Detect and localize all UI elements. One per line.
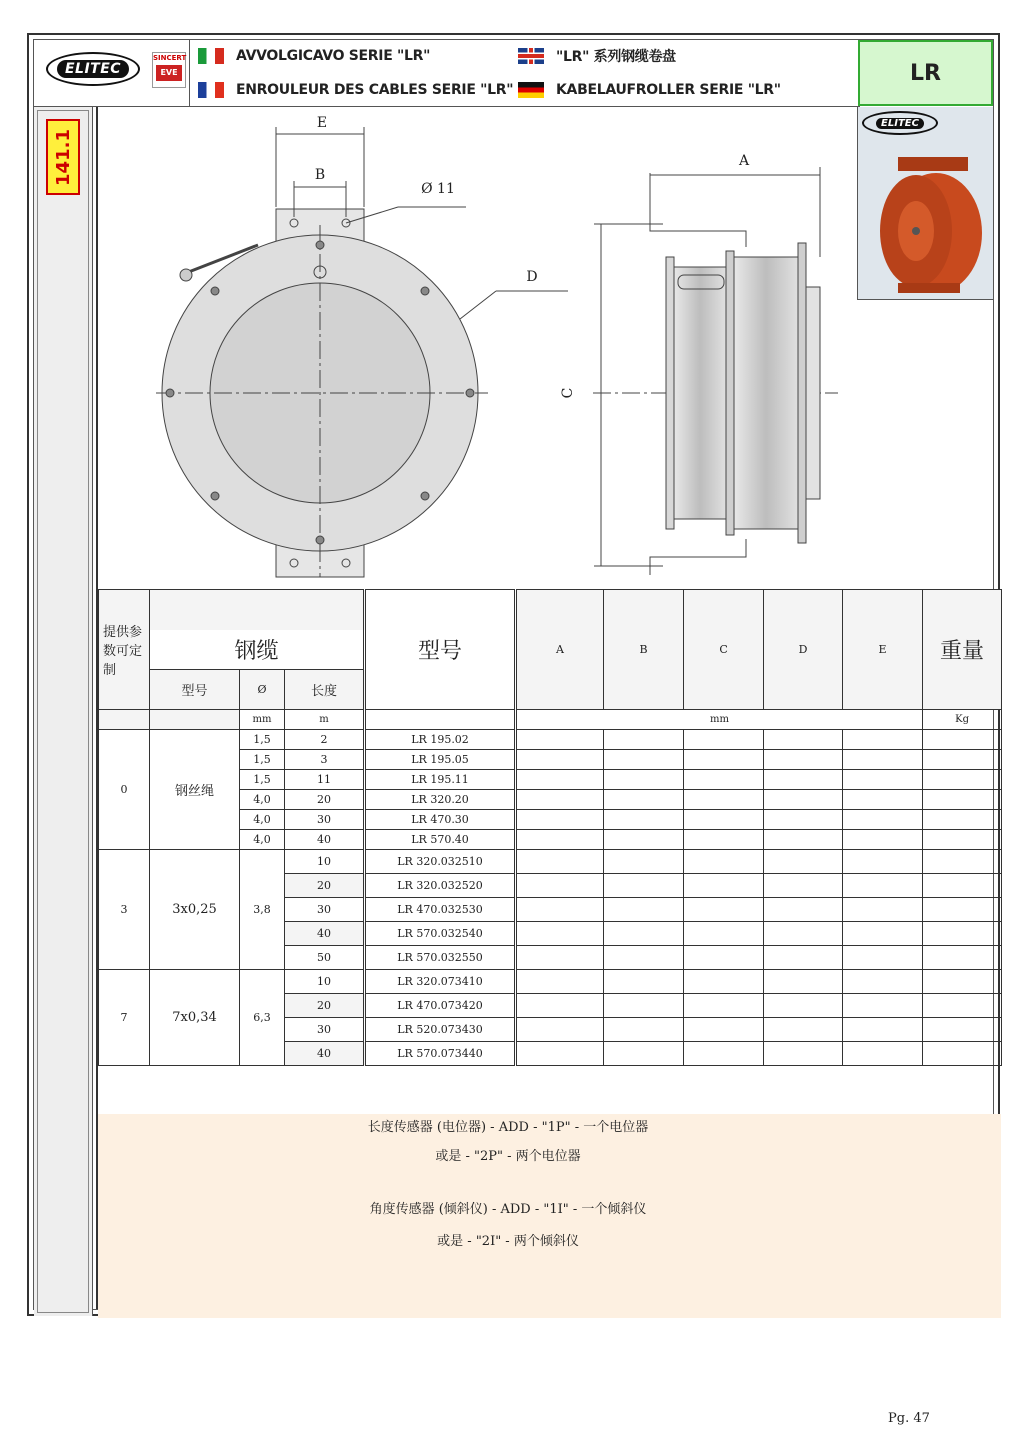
uk-flag-icon xyxy=(518,48,544,64)
model-code: LR 320.20 xyxy=(365,790,516,810)
model-code: LR 195.05 xyxy=(365,750,516,770)
model-table xyxy=(98,589,1002,1066)
col-c: C xyxy=(684,590,764,710)
dim-label-c: C xyxy=(560,387,576,399)
cable-length: 10 xyxy=(285,970,365,994)
col-e: E xyxy=(843,590,923,710)
cable-length: 40 xyxy=(285,830,365,850)
technical-drawing xyxy=(98,107,866,589)
model-code: LR 195.11 xyxy=(365,770,516,790)
cable-length: 20 xyxy=(285,790,365,810)
cable-length: 10 xyxy=(285,850,365,874)
dim-label-d: D xyxy=(526,269,538,285)
cable-length: 30 xyxy=(285,810,365,830)
cable-diameter: 3,8 xyxy=(240,850,285,970)
model-code: LR 320.032520 xyxy=(365,874,516,898)
note-angle-sensor: 角度传感器 (倾斜仪) - ADD - "1I" - 一个倾斜仪 xyxy=(369,1202,647,1217)
cable-diameter: 4,0 xyxy=(240,810,285,830)
photo-elitec-logo: ELITEC xyxy=(862,111,938,135)
page-frame xyxy=(27,33,1000,1316)
model-code: LR 470.073420 xyxy=(365,994,516,1018)
group-code: 3 xyxy=(99,850,150,970)
cable-length: 50 xyxy=(285,946,365,970)
title-french: ENROULEUR DES CABLES SERIE "LR" xyxy=(198,74,513,106)
dim-label-a: A xyxy=(738,153,750,169)
france-flag-icon xyxy=(198,82,224,98)
model-code: LR 320.032510 xyxy=(365,850,516,874)
unit-kg: Kg xyxy=(923,710,1002,730)
cable-type: 钢丝绳 xyxy=(150,730,240,850)
title-german: KABELAUFROLLER SERIE "LR" xyxy=(518,74,781,106)
page-code-badge: 141.1 xyxy=(46,119,80,195)
table-row xyxy=(99,970,1002,994)
page-number: Pg. 47 xyxy=(888,1411,930,1426)
note-length-sensor-alt: 或是 - "2P" - 两个电位器 xyxy=(435,1149,581,1164)
title-chinese: "LR" 系列钢缆卷盘 xyxy=(518,40,676,72)
product-photo xyxy=(857,107,993,300)
cable-length: 30 xyxy=(285,898,365,922)
italy-flag-icon xyxy=(198,48,224,64)
cable-reel-image xyxy=(858,107,993,299)
dim-label-hole: Ø 11 xyxy=(421,181,455,197)
unit-mm: mm xyxy=(240,710,285,730)
cable-length: 2 xyxy=(285,730,365,750)
title-italian: AVVOLGICAVO SERIE "LR" xyxy=(198,40,430,72)
group-code: 7 xyxy=(99,970,150,1066)
model-code: LR 570.032550 xyxy=(365,946,516,970)
cable-type: 7x0,34 xyxy=(150,970,240,1066)
options-notes xyxy=(98,1114,1001,1318)
dim-label-b: B xyxy=(314,167,326,183)
cable-diameter: 1,5 xyxy=(240,730,285,750)
germany-flag-icon xyxy=(518,82,544,98)
certification-logo: SINCERT EVE xyxy=(152,52,186,88)
table-row xyxy=(99,730,1002,750)
cable-diameter: 1,5 xyxy=(240,750,285,770)
col-type: 型号 xyxy=(150,670,240,710)
cable-length: 11 xyxy=(285,770,365,790)
cable-length: 40 xyxy=(285,1042,365,1066)
model-code: LR 520.073430 xyxy=(365,1018,516,1042)
cable-type: 3x0,25 xyxy=(150,850,240,970)
series-code-box: LR xyxy=(858,40,993,106)
cable-diameter: 4,0 xyxy=(240,790,285,810)
model-code: LR 470.30 xyxy=(365,810,516,830)
elitec-logo: ELITEC xyxy=(46,52,140,86)
dim-label-e: E xyxy=(316,115,328,131)
cable-length: 20 xyxy=(285,994,365,1018)
col-cable: 钢缆 xyxy=(150,630,365,670)
col-weight: 重量 xyxy=(923,590,1002,710)
model-code: LR 570.40 xyxy=(365,830,516,850)
col-model: 型号 xyxy=(365,590,516,710)
col-custom-params: 提供参数可定制 xyxy=(99,590,150,710)
group-code: 0 xyxy=(99,730,150,850)
model-code: LR 570.032540 xyxy=(365,922,516,946)
cable-length: 30 xyxy=(285,1018,365,1042)
model-code: LR 470.032530 xyxy=(365,898,516,922)
cable-diameter: 6,3 xyxy=(240,970,285,1066)
col-a: A xyxy=(516,590,604,710)
unit-dims: mm xyxy=(516,710,923,730)
cable-length: 20 xyxy=(285,874,365,898)
cable-diameter: 1,5 xyxy=(240,770,285,790)
table-row xyxy=(99,850,1002,874)
col-d: D xyxy=(764,590,843,710)
model-code: LR 570.073440 xyxy=(365,1042,516,1066)
side-strip xyxy=(34,107,93,1316)
model-code: LR 195.02 xyxy=(365,730,516,750)
logo-cell xyxy=(34,40,190,107)
note-length-sensor: 长度传感器 (电位器) - ADD - "1P" - 一个电位器 xyxy=(367,1120,649,1135)
header-titles xyxy=(190,40,860,107)
col-length: 长度 xyxy=(285,670,365,710)
col-diameter: Ø xyxy=(240,670,285,710)
model-code: LR 320.073410 xyxy=(365,970,516,994)
content-area xyxy=(96,107,993,1309)
unit-m: m xyxy=(285,710,365,730)
cable-diameter: 4,0 xyxy=(240,830,285,850)
cable-length: 40 xyxy=(285,922,365,946)
cable-length: 3 xyxy=(285,750,365,770)
note-angle-sensor-alt: 或是 - "2I" - 两个倾斜仪 xyxy=(437,1234,579,1249)
col-b: B xyxy=(604,590,684,710)
